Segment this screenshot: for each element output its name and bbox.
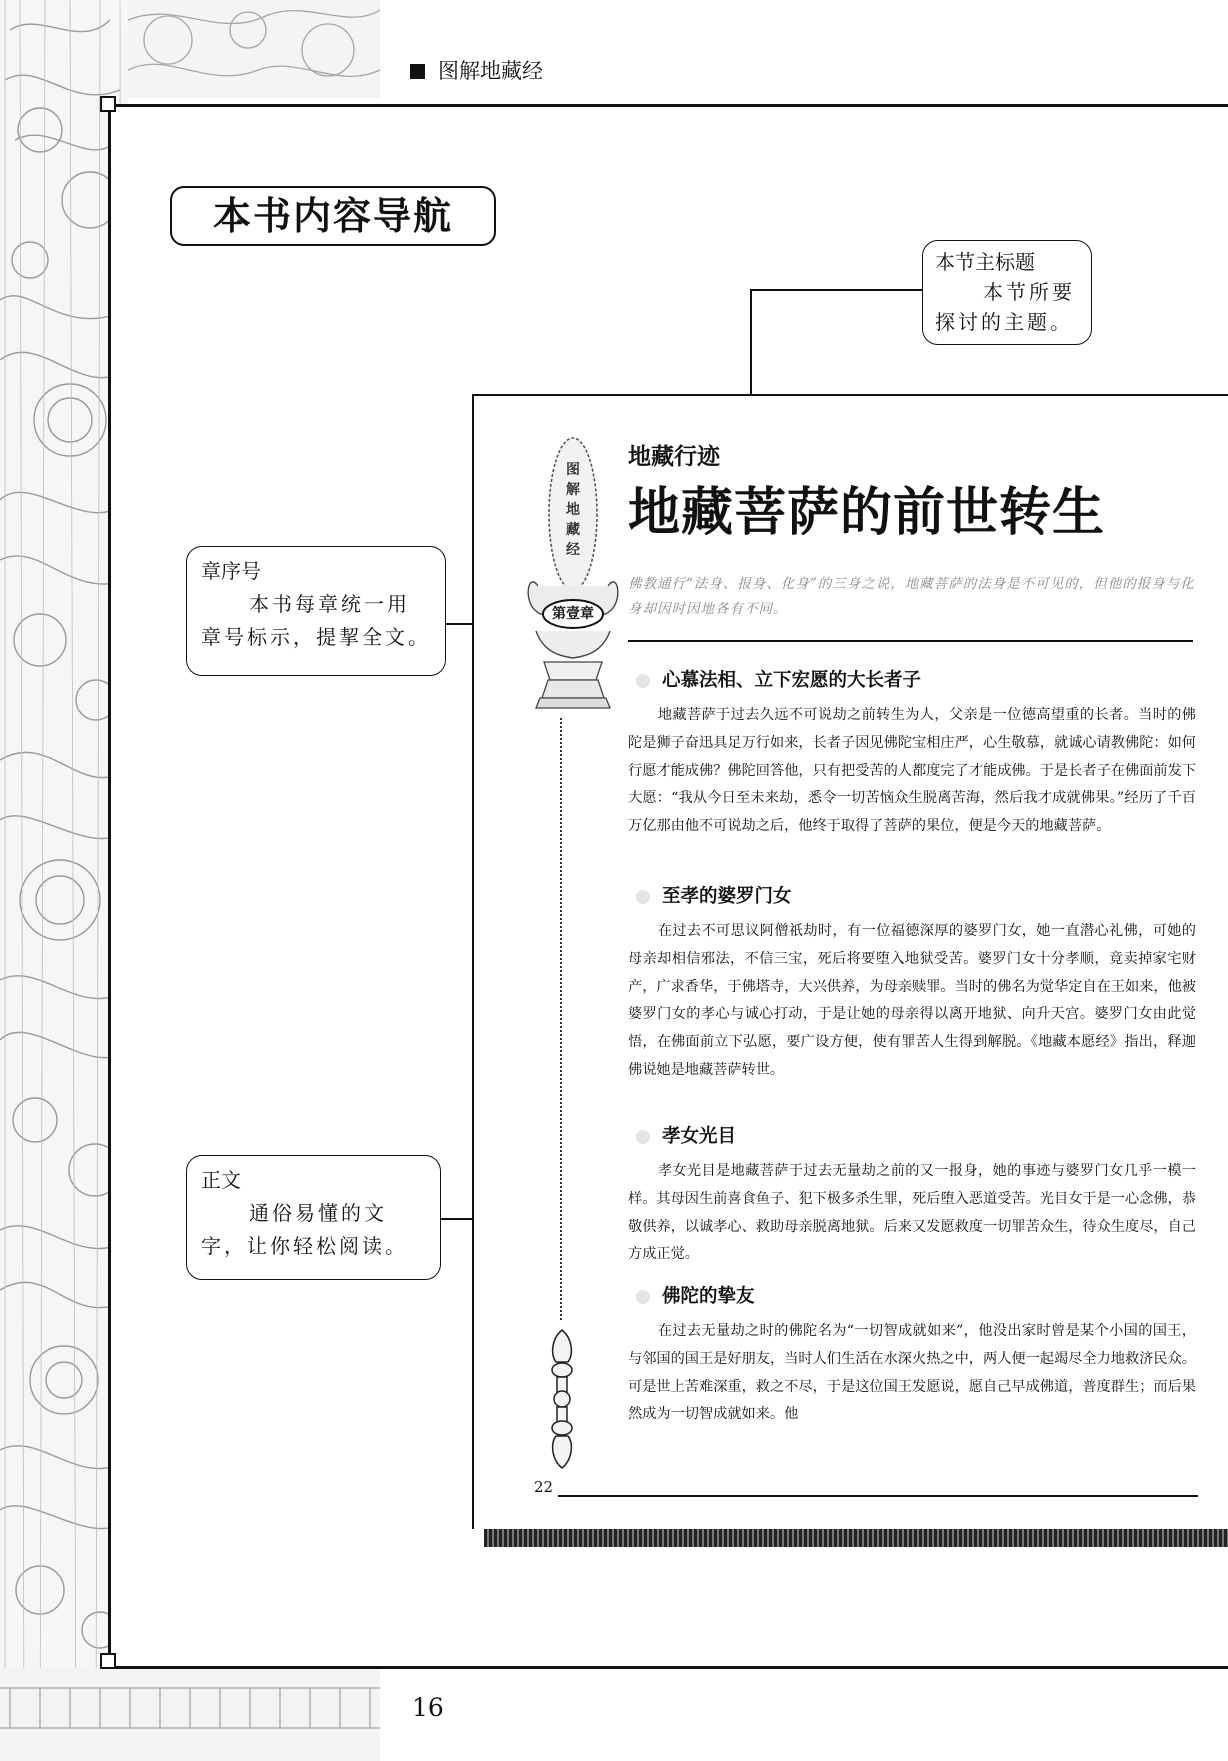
nav-title: 本书内容导航 [212,193,453,238]
sample-page-shadow [484,1529,1228,1547]
subsection [662,884,792,910]
sample-page-number: 22 [534,1478,554,1496]
nav-title-box [170,186,496,246]
bullet-dot-icon [636,674,650,688]
connector-line [750,289,922,291]
callout-title: 本节主标题 [935,250,1035,274]
subsection [662,1284,755,1310]
subsection [662,1124,736,1150]
callout-description: 本书每章统一用章号标示，提挈全文。 [201,592,431,649]
dotted-guide-line [560,718,562,1320]
decorative-border-art-bottom [0,1668,1228,1761]
frame-corner-ornament [100,96,116,112]
emblem-text-char: 藏 [566,522,580,538]
section-intro: 佛教通行“法身、报身、化身”的三身之说，地藏菩萨的法身是不可见的，但他的报身与化身却因时因地各有不同。 [628,576,1195,617]
subsection-heading: 佛陀的挚友 [662,1286,755,1307]
section-category: 地藏行迹 [628,443,720,470]
bullet-dot-icon [636,1290,650,1304]
vajra-ornament-icon [544,1328,580,1470]
section-main-title: 地藏菩萨的前世转生 [628,482,1106,543]
subsection-heading: 孝女光目 [662,1126,737,1147]
emblem-text-char: 地 [566,502,580,518]
divider-rule [628,640,1193,642]
chapter-emblem [518,436,628,726]
bullet-dot-icon [636,890,650,904]
callout-body-text [186,1155,441,1280]
bullet-dot-icon [636,1130,650,1144]
emblem-text-char: 图 [566,462,580,478]
body-paragraph: 孝女光目是地藏菩萨于过去无量劫之前的又一报身，她的事迹与婆罗门女几乎一模一样。其母因生前喜食鱼子、犯下极多杀生罪，死后堕入恶道受苦。光目女于是一心念佛，恭敬供养，以诚孝心、救助母亲脱离地狱。后来又发愿救度一切罪苦众生，待众生度尽，自己方成正觉。 [628,1163,1196,1263]
callout-chapter-number [186,546,446,676]
subsection [662,668,921,694]
callout-title: 正文 [201,1168,241,1192]
frame-corner-ornament [100,1653,116,1669]
body-paragraph: 地藏菩萨于过去久远不可说劫之前转生为人，父亲是一位德高望重的长者。当时的佛陀是狮子奋迅具足万行如来，长者子因见佛陀宝相庄严，心生敬慕，就诚心请教佛陀：如何行愿才能成佛？佛陀回答他，只有把受苦的人都度完了才能成佛。于是长者子在佛面前发下大愿：“我从今日至未来劫，悉令一切苦恼众生脱离苦海，然后我才成就佛果。”经历了千百万亿那由他不可说劫之后，他终于取得了菩萨的果位，便是今天的地藏菩萨。 [628,707,1196,835]
filled-square-icon [410,64,425,79]
decorative-border-art-top [128,0,380,98]
callout-description: 通俗易懂的文字，让你轻松阅读。 [201,1201,408,1258]
emblem-text-char: 解 [566,482,580,498]
subsection-heading: 至孝的婆罗门女 [662,886,792,907]
divider-rule [558,1495,1198,1497]
emblem-text-char: 经 [566,542,580,558]
chapter-badge: 第壹章 [552,606,594,622]
callout-section-title [922,240,1092,345]
callout-title: 章序号 [201,559,261,583]
callout-description: 本节所要探讨的主题。 [935,280,1075,334]
page-number: 16 [412,1693,444,1722]
subsection-heading: 心慕法相、立下宏愿的大长者子 [662,670,922,691]
body-paragraph: 在过去无量劫之时的佛陀名为“一切智成就如来”，他没出家时曾是某个小国的国王，与邻国的国王是好朋友，当时人们生活在水深火热之中，两人便一起竭尽全力地救济民众。可是世上苦难深重，救之不尽，于是这位国王发愿说，愿自己早成佛道，普度群生；而后果然成为一切智成就如来。他 [628,1323,1196,1423]
book-header-title: 图解地藏经 [438,59,543,83]
body-paragraph: 在过去不可思议阿僧祇劫时，有一位福德深厚的婆罗门女，她一直潜心礼佛，可她的母亲却相信邪法，不信三宝，死后将要堕入地狱受苦。婆罗门女十分孝顺，竟卖掉家宅财产，广求香华，于佛塔寺，大兴供养，为母亲赎罪。当时的佛名为觉华定自在王如来，他被婆罗门女的孝心与诚心打动，于是让她的母亲得以离开地狱、向升天宫。婆罗门女由此觉悟，在佛面前立下弘愿，要广设方便，使有罪苦人生得到解脱。《地藏本愿经》指出，释迦佛说她是地藏菩萨转世。 [628,923,1196,1078]
